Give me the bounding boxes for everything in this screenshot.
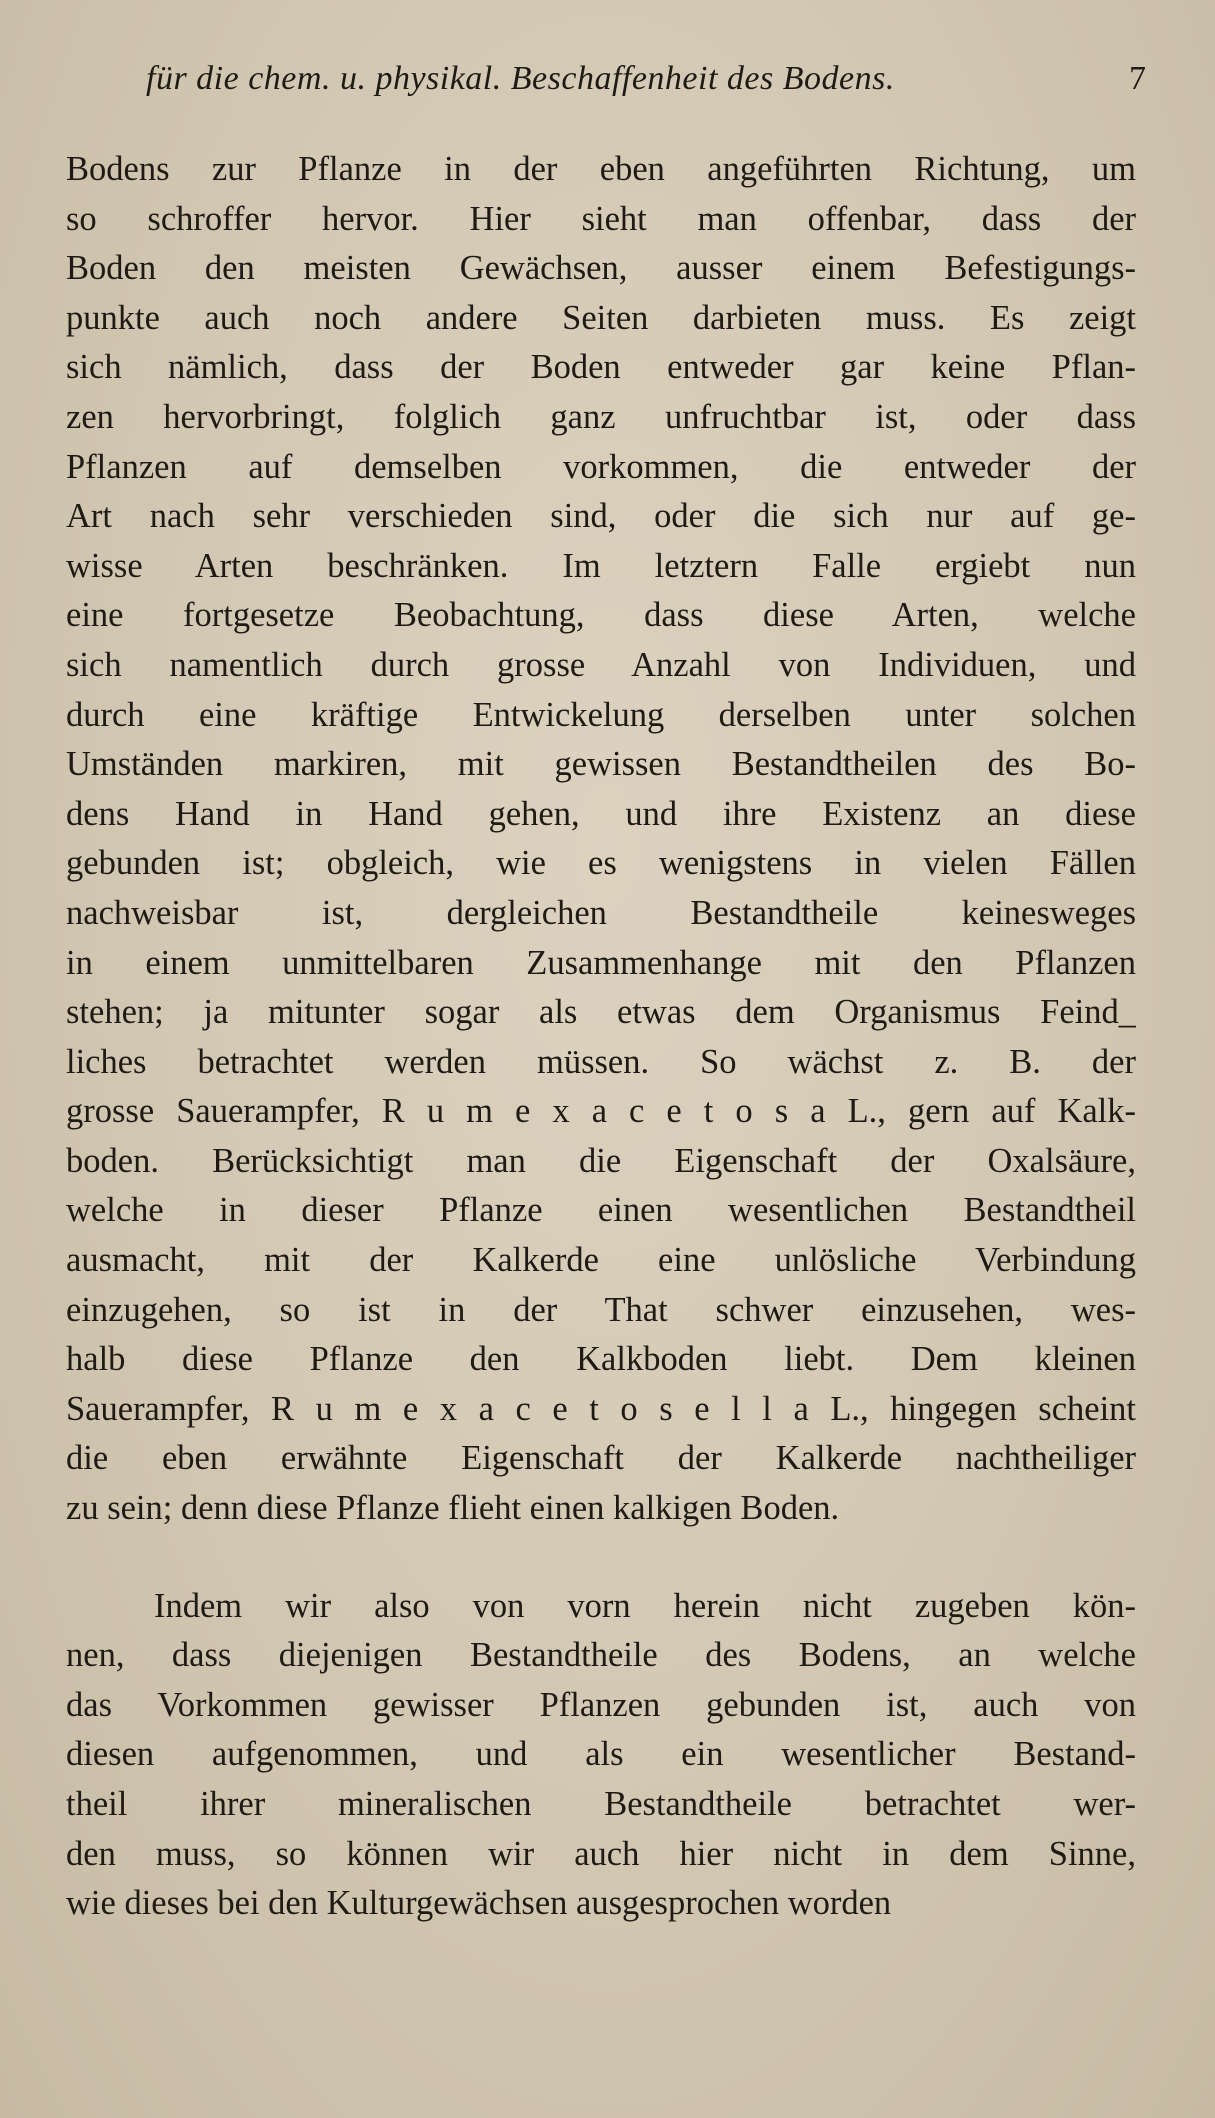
text-line: so schroffer hervor. Hier sieht man offenbar, dass der [66, 199, 1136, 238]
text-line: eine fortgesetze Beobachtung, dass diese Arten, welche [66, 596, 1136, 635]
text-line: theil ihrer mineralischen Bestandtheile betrachtet wer- [66, 1785, 1136, 1823]
text-line: dens Hand in Hand gehen, und ihre Existenz an diese [66, 794, 1136, 833]
text-line: das Vorkommen gewisser Pflanzen gebunden ist, auch von [66, 1685, 1136, 1724]
text-line: Boden den meisten Gewächsen, ausser einem Befestigungs- [66, 249, 1136, 288]
paragraph-gap [66, 1534, 1136, 1582]
running-title: für die chem. u. physikal. Beschaffenheit des Bodens. [146, 60, 895, 97]
text-line: nachweisbar ist, dergleichen Bestandtheile keinesweges [66, 893, 1136, 932]
text-line: welche in dieser Pflanze einen wesentlichen Bestandtheil [66, 1191, 1136, 1230]
text-line: halb diese Pflanze den Kalkboden liebt. Dem kleinen [66, 1340, 1136, 1379]
text-line: ausmacht, mit der Kalkerde eine unlösliche Verbindung [66, 1241, 1136, 1280]
text-line: sich nämlich, dass der Boden entweder gar keine Pflan- [66, 348, 1136, 387]
text-line: grosse Sauerampfer, R u m e x a c e t o s a L., gern auf Kalk- [66, 1092, 1136, 1131]
text-line: Indem wir also von vorn herein nicht zugeben kön- [154, 1586, 1136, 1625]
page-number: 7 [1129, 60, 1146, 97]
paragraph [66, 145, 1136, 1534]
text-line: gebunden ist; obgleich, wie es wenigstens in vielen Fällen [66, 844, 1136, 883]
paragraph [66, 1582, 1136, 1929]
text-line: zen hervorbringt, folglich ganz unfruchtbar ist, oder dass [66, 397, 1136, 436]
text-line: in einem unmittelbaren Zusammenhange mit den Pflanzen [66, 943, 1136, 982]
text-line: sich namentlich durch grosse Anzahl von Individuen, und [66, 645, 1136, 684]
text-line: stehen; ja mitunter sogar als etwas dem Organismus Feind_ [66, 993, 1136, 1032]
text-line: die eben erwähnte Eigenschaft der Kalkerde nachtheiliger [66, 1439, 1136, 1478]
text-line: punkte auch noch andere Seiten darbieten muss. Es zeigt [66, 298, 1136, 337]
text-line: nen, dass diejenigen Bestandtheile des Bodens, an welche [66, 1636, 1136, 1675]
text-line: den muss, so können wir auch hier nicht in dem Sinne, [66, 1834, 1136, 1873]
text-line: Bodens zur Pflanze in der eben angeführten Richtung, um [66, 150, 1136, 188]
text-line: wie dieses bei den Kulturgewächsen ausgesprochen worden [66, 1884, 892, 1923]
text-line: liches betrachtet werden müssen. So wächst z. B. der [66, 1042, 1136, 1081]
text-line: boden. Berücksichtigt man die Eigenschaft der Oxalsäure, [66, 1141, 1136, 1180]
text-line: zu sein; denn diese Pflanze flieht einen kalkigen Boden. [66, 1489, 840, 1528]
text-line: Umständen markiren, mit gewissen Bestandtheilen des Bo- [66, 745, 1136, 784]
text-line: diesen aufgenommen, und als ein wesentlicher Bestand- [66, 1735, 1136, 1774]
text-line: Sauerampfer, R u m e x a c e t o s e l l a L., hingegen scheint [66, 1389, 1136, 1428]
running-head [66, 60, 1146, 120]
text-line: Pflanzen auf demselben vorkommen, die entweder der [66, 447, 1136, 486]
text-line: durch eine kräftige Entwickelung derselben unter solchen [66, 695, 1136, 734]
body-text [66, 145, 1136, 1929]
text-line: wisse Arten beschränken. Im letztern Falle ergiebt nun [66, 546, 1136, 585]
text-line: Art nach sehr verschieden sind, oder die sich nur auf ge- [66, 497, 1136, 536]
text-line: einzugehen, so ist in der That schwer einzusehen, wes- [66, 1290, 1136, 1329]
